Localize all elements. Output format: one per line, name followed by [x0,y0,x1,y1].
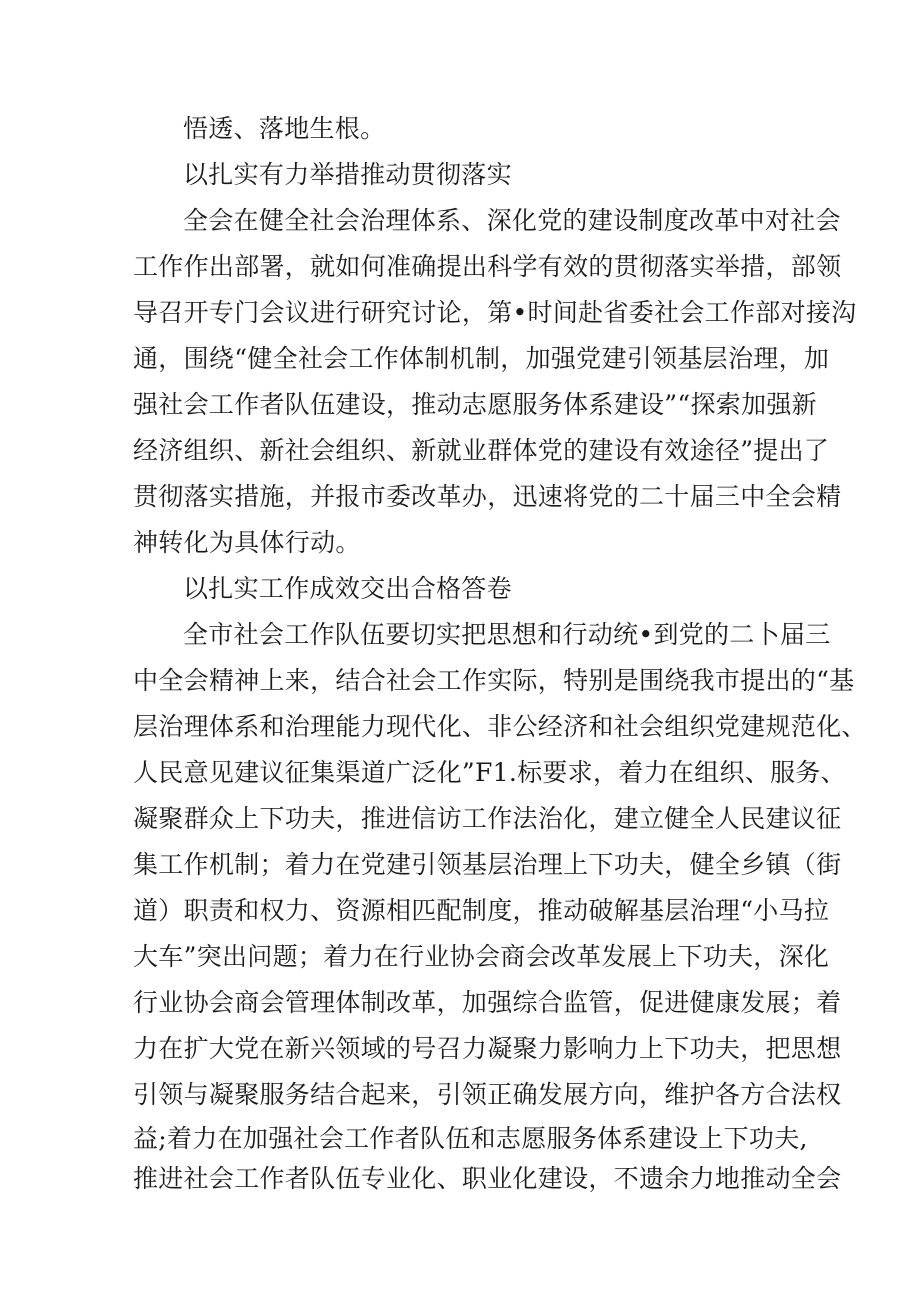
paragraph-line: 神转化为具体行动。 [133,528,361,557]
paragraph-line: 力在扩大党在新兴领域的号召力凝聚力影响力上下功夫，把思想 [133,1034,842,1063]
paragraph-line: 全市社会工作队伍要切实把思想和行动统•到党的二卜届三 [183,620,831,649]
section-heading: 以扎实工作成效交出合格答卷 [183,574,512,603]
paragraph-line: 全会在健全社会治理体系、深化党的建设制度改革中对社会 [183,206,841,235]
paragraph-line: 益;着力在加强社会工作者队伍和志愿服务体系建设上下功夫, [133,1124,808,1153]
paragraph-line: 凝聚群众上下功夫，推进信访工作法治化，建立健全人民建议征 [133,804,842,833]
paragraph-line: 导召开专门会议进行研究讨论，第•时间赴省委社会工作部对接沟 [133,298,857,327]
paragraph-line: 强社会工作者队伍建设，推动志愿服务体系建设”“探索加强新 [133,390,817,419]
paragraph-line: 行业协会商会管理体制改革，加强综合监管，促进健康发展；着 [133,988,842,1017]
paragraph-line: 贯彻落实措施，并报市委改革办，迅速将党的二十届三中全会精 [133,482,842,511]
paragraph-line: 通，围绕“健全社会工作体制机制，加强党建引领基层治理，加 [133,344,830,373]
section-heading: 以扎实有力举措推动贯彻落实 [183,160,512,189]
paragraph-line: 引领与凝聚服务结合起来，引领正确发展方向，维护各方合法权 [133,1080,842,1109]
paragraph-line: 大车”突出问题；着力在行业协会商会改革发展上下功夫，深化 [133,942,830,971]
paragraph-line: 集工作机制；着力在党建引领基层治理上下功夫，健全乡镇（街 [133,850,842,879]
paragraph-line: 人民意见建议征集渠道广泛化”F1.标要求，着力在组织、服务、 [133,758,846,787]
paragraph-line: 层治理体系和治理能力现代化、非公经济和社会组织党建规范化、 [133,712,867,741]
paragraph-line: 推进社会工作者队伍专业化、职业化建设，不遗余力地推动全会 [133,1164,842,1193]
paragraph-line: 中全会精神上来，结合社会工作实际，特别是围绕我市提出的“基 [133,666,855,695]
paragraph-line: 工作作出部署，就如何准确提出科学有效的贯彻落实举措，部领 [133,252,842,281]
paragraph-line: 悟透、落地生根。 [183,114,386,143]
paragraph-line: 经济组织、新社会组织、新就业群体党的建设有效途径”提出了 [133,436,830,465]
paragraph-line: 道）职责和权力、资源相匹配制度，推动破解基层治理“小马拉 [133,896,830,925]
